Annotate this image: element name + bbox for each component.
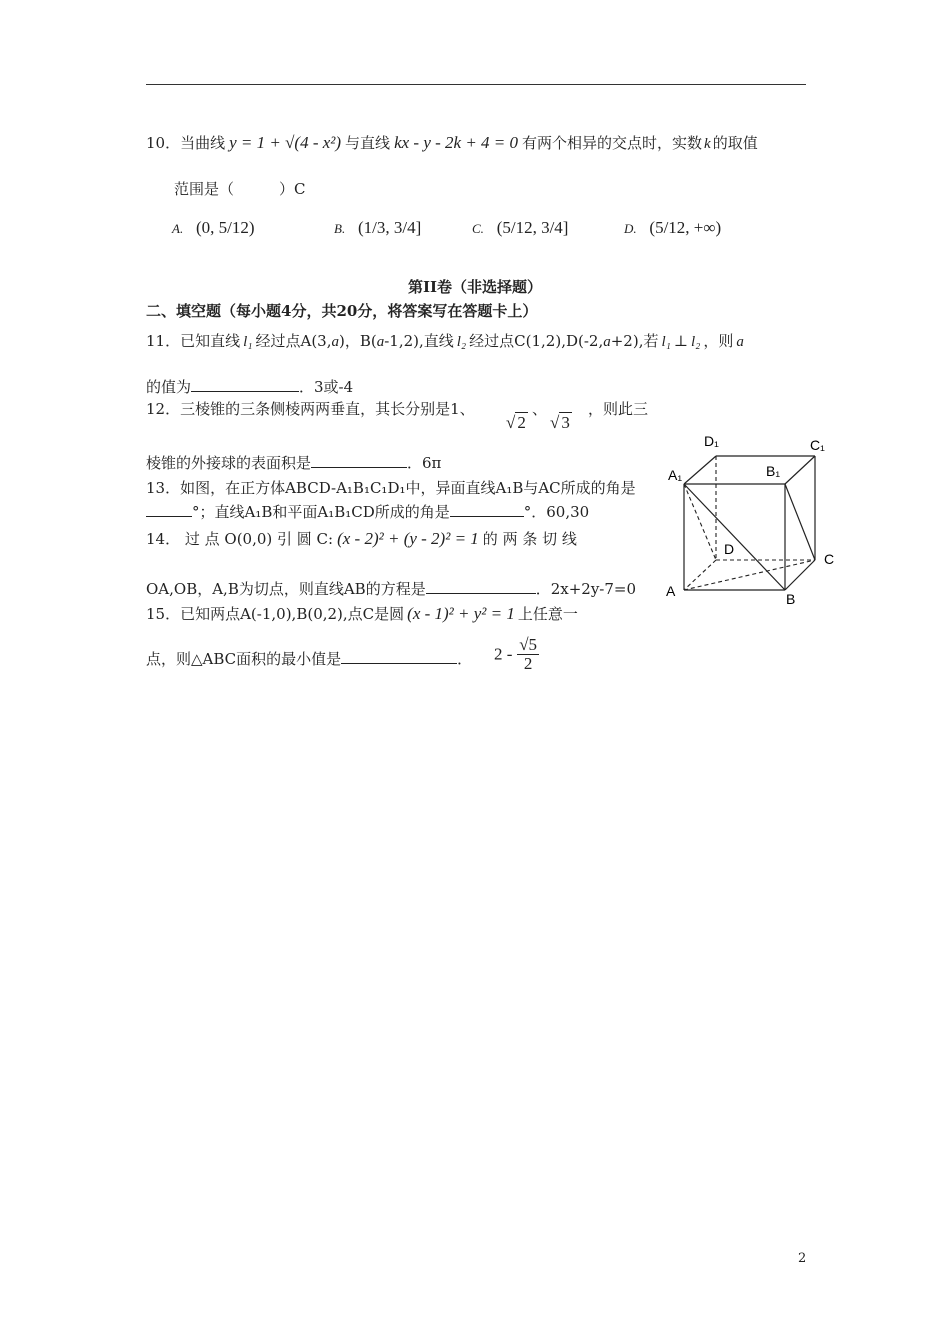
- q11-perp: ⊥: [673, 332, 688, 350]
- q11-l1: l₁: [243, 334, 253, 350]
- q15-line1: [146, 603, 578, 624]
- option-c-value: (5/12, 3/4]: [496, 218, 569, 237]
- q11-l2: l₂: [690, 334, 701, 350]
- q10-option-c: [472, 218, 568, 238]
- header-rule: [146, 84, 806, 85]
- segment-a1-b: [684, 484, 785, 590]
- answer-blank: [311, 452, 407, 468]
- q11-a: a: [603, 334, 611, 350]
- q15-answer-prefix: 2 -: [494, 644, 513, 664]
- q15-text: 上任意一: [517, 605, 578, 623]
- q12-text: 12．三棱锥的三条侧棱两两垂直，其长分别是1、: [146, 400, 475, 418]
- label-c: C: [824, 551, 835, 567]
- segment-a1-d: [684, 484, 716, 560]
- q11-line1: [146, 330, 744, 351]
- label-a: A: [666, 583, 676, 599]
- section-heading: 二、填空题（每小题4分，共20分，将答案写在答题卡上）: [146, 302, 538, 320]
- q13-answer: °．60,30: [523, 503, 590, 521]
- q10-option-b: [334, 218, 421, 238]
- option-a-value: (0, 5/12): [195, 218, 255, 237]
- fraction-numerator: √5: [519, 635, 538, 654]
- segment-b1-c: [785, 484, 815, 560]
- q10-mid-text: 与直线: [345, 134, 391, 152]
- q10-option-a: [172, 218, 255, 238]
- q13-text: °；直线A₁B和平面A₁B₁CD所成的角是: [192, 503, 450, 521]
- q10-tail2-text: 的取值: [712, 134, 758, 152]
- q11-text: )，B(: [338, 332, 377, 350]
- q10-line2: 范围是（ ）C: [174, 180, 306, 198]
- q11-a: a: [331, 334, 339, 350]
- answer-blank: [146, 501, 192, 517]
- q14-circle-equation: (x - 2)² + (y - 2)² = 1: [337, 529, 479, 548]
- q11-text: 的值为: [146, 378, 192, 396]
- q11-a: a: [376, 334, 385, 350]
- q10-k: k: [704, 136, 711, 152]
- label-b: B: [786, 591, 796, 607]
- q14-text: 14． 过 点 O(0,0) 引 圆 C:: [146, 530, 334, 548]
- q11-text: -1,2),直线: [384, 332, 454, 350]
- q13-line1: 13．如图，在正方体ABCD-A₁B₁C₁D₁中，异面直线A₁B与AC所成的角是: [146, 479, 636, 497]
- q15-answer: [494, 636, 539, 673]
- cube-figure: [660, 430, 840, 610]
- q15-text: 点，则△ABC面积的最小值是: [146, 650, 342, 668]
- option-label: A.: [172, 221, 184, 236]
- q12-text: 棱锥的外接球的表面积是: [146, 454, 312, 472]
- q14-line2: [146, 578, 636, 599]
- q11-text: 11．已知直线: [146, 332, 241, 350]
- q15-answer-fraction: [517, 636, 539, 673]
- q15-circle-equation: (x - 1)² + y² = 1: [407, 604, 515, 623]
- answer-blank: [191, 376, 299, 392]
- q10-curve-equation: y = 1 + √(4 - x²): [229, 133, 342, 152]
- segment-a-c: [684, 560, 815, 590]
- q14-answer: ．2x+2y-7=0: [535, 580, 637, 598]
- q12-line1: [146, 398, 475, 419]
- edge-d-a: [684, 560, 716, 590]
- edge-b1-c1: [785, 456, 815, 484]
- q11-a: a: [736, 334, 744, 350]
- option-d-value: (5/12, +∞): [649, 218, 722, 237]
- q15-text: ．: [457, 650, 473, 668]
- option-label: D.: [624, 221, 637, 236]
- q12-answer: ．6π: [407, 454, 442, 472]
- q10-number: 10．当曲线: [146, 134, 226, 152]
- option-label: B.: [334, 221, 346, 236]
- q12-sqrt3: √ 3: [550, 413, 570, 432]
- q11-l2: l₂: [456, 334, 467, 350]
- option-b-value: (1/3, 3/4]: [357, 218, 422, 237]
- q10-option-d: [624, 218, 721, 238]
- answer-blank: [450, 501, 524, 517]
- q14-text: OA,OB，A,B为切点，则直线AB的方程是: [146, 580, 426, 598]
- q12-text2: ，则此三: [588, 400, 649, 418]
- page-number: 2: [798, 1251, 807, 1266]
- q12-line2: [146, 452, 441, 473]
- label-a1: A₁: [668, 467, 683, 483]
- q12-sqrt2-value: 2: [517, 413, 526, 432]
- q15-text: 15．已知两点A(-1,0),B(0,2),点C是圆: [146, 605, 405, 623]
- q10-line-equation: kx - y - 2k + 4 = 0: [394, 133, 519, 152]
- edge-b-c: [785, 560, 815, 590]
- q11-text: +2),若: [610, 332, 659, 350]
- label-c1: C₁: [810, 437, 825, 453]
- q10-line1: [146, 132, 758, 153]
- label-d: D: [724, 541, 735, 557]
- fraction-denominator: 2: [523, 654, 533, 673]
- label-b1: B₁: [766, 463, 781, 479]
- q13-line2: [146, 501, 589, 522]
- q14-line1: [146, 528, 577, 549]
- q12-sqrt3-value: 3: [561, 413, 570, 432]
- q11-text: 经过点C(1,2),D(-2,: [469, 332, 604, 350]
- q11-line2: [146, 376, 353, 397]
- q10-tail-text: 有两个相异的交点时，实数: [522, 134, 703, 152]
- q11-l1: l₁: [661, 334, 671, 350]
- q15-line2: [146, 648, 472, 669]
- edge-d1-a1: [684, 456, 716, 484]
- q11-text: ，则: [703, 332, 734, 350]
- section-title: 第II卷（非选择题）: [407, 278, 543, 296]
- q12-separator: 、: [532, 400, 548, 418]
- answer-blank: [341, 648, 457, 664]
- option-label: C.: [472, 221, 484, 236]
- answer-blank: [426, 578, 536, 594]
- q12-sqrt2: √ 2: [506, 413, 526, 432]
- q14-text: 的 两 条 切 线: [482, 530, 577, 548]
- label-d1: D₁: [704, 433, 719, 449]
- q11-text: 经过点A(3,: [255, 332, 332, 350]
- q11-answer: ．3或-4: [299, 378, 354, 396]
